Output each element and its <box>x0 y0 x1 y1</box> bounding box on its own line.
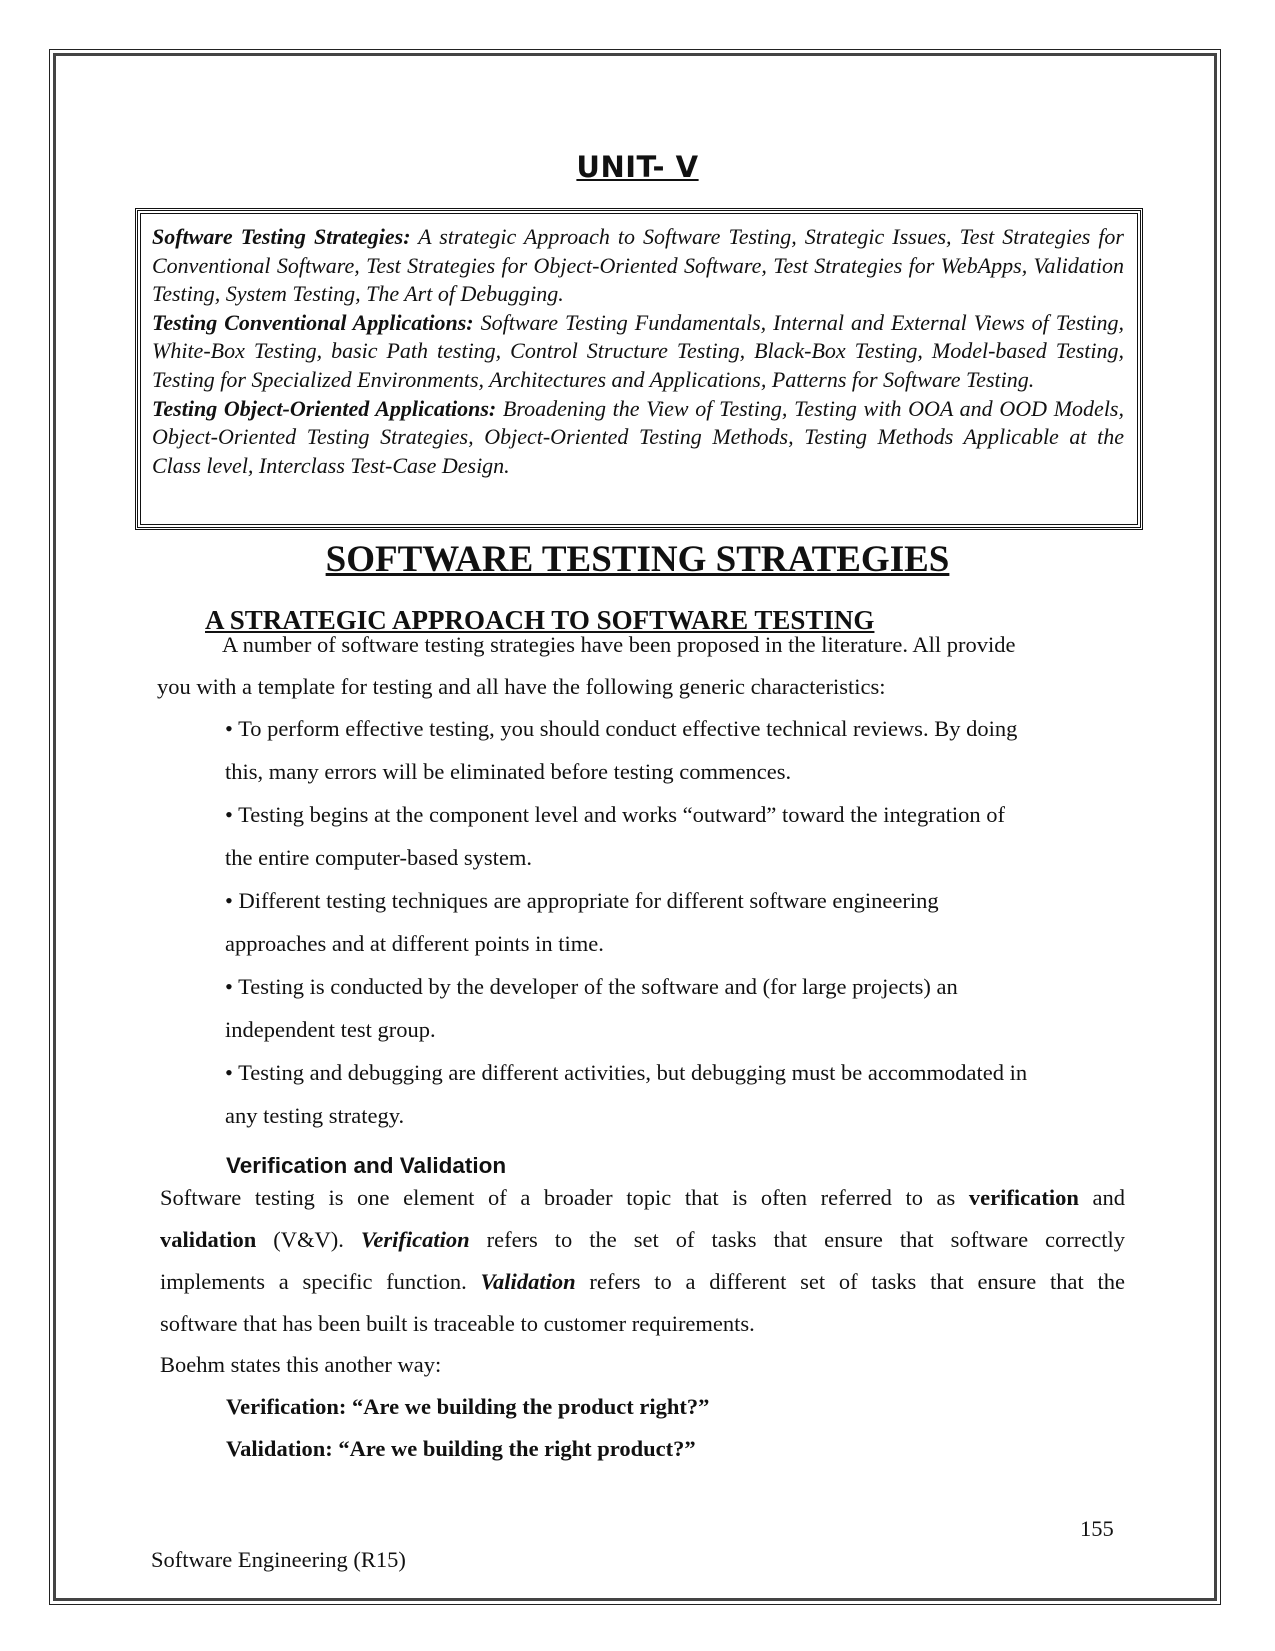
section-heading: A STRATEGIC APPROACH TO SOFTWARE TESTING <box>205 605 875 635</box>
bullet-line: any testing strategy. <box>225 1103 405 1128</box>
bullet-item <box>225 793 1125 879</box>
vv-line: software that has been built is traceable to customer requirements. <box>160 1311 755 1336</box>
syllabus-text: A strategic Approach to Software Testing, Strategic Issues, Test Strategies for Conventional Software, Test Strategies for Object-Oriented Software, Test Strategies for WebApps, Validation Testing, System Testing, The Art of Debugging. <box>152 224 1124 307</box>
syllabus-entry <box>152 309 1124 395</box>
quote-verification: Verification: “Are we building the product right?” <box>226 1394 710 1419</box>
text-run: implements a specific function. <box>160 1269 481 1294</box>
text-run: refers to a different set of tasks that ensure that the <box>575 1269 1125 1294</box>
syllabus-label: Testing Object-Oriented Applications: <box>152 395 497 421</box>
syllabus-entry <box>152 223 1124 309</box>
bullet-line: • Different testing techniques are appropriate for different software engineering <box>225 888 939 913</box>
syllabus-entry <box>152 395 1124 481</box>
syllabus-label: Testing Conventional Applications: <box>152 309 474 335</box>
page-number: 155 <box>1080 1516 1114 1541</box>
text-run: refers to the set of tasks that ensure that software correctly <box>469 1227 1125 1252</box>
term-verification-italic: Verification <box>360 1227 470 1252</box>
bullet-list <box>225 707 1125 1137</box>
intro-line: you with a template for testing and all have the following generic characteristics: <box>157 674 886 699</box>
vv-line <box>160 1227 1125 1253</box>
bullet-item <box>225 879 1125 965</box>
bullet-item <box>225 707 1125 793</box>
text-run: and <box>1078 1185 1125 1210</box>
syllabus-box <box>135 208 1143 530</box>
bullet-item <box>225 1051 1125 1137</box>
footer-text: Software Engineering (R15) <box>151 1547 406 1572</box>
term-validation-italic: Validation <box>480 1269 576 1294</box>
vv-line <box>160 1185 1125 1211</box>
bullet-line: • Testing and debugging are different activities, but debugging must be accommodated in <box>225 1060 1028 1085</box>
bullet-line: • To perform effective testing, you should conduct effective technical reviews. By doing <box>225 716 1018 741</box>
bullet-line: • Testing begins at the component level and works “outward” toward the integration of <box>225 802 1006 827</box>
bullet-line: approaches and at different points in time. <box>225 931 604 956</box>
boehm-line: Boehm states this another way: <box>160 1352 442 1377</box>
vv-heading: Verification and Validation <box>226 1153 507 1178</box>
intro-line: A number of software testing strategies have been proposed in the literature. All provide <box>222 632 1016 657</box>
syllabus-label: Software Testing Strategies: <box>152 224 411 249</box>
syllabus-text: Software Testing Fundamentals, Internal and External Views of Testing, White-Box Testing, basic Path testing, Control Structure Testing, Black-Box Testing, Model-based Testing, Testing for Specialized Environments, Architectures and Applications, Patterns for Software Testing. <box>152 309 1124 392</box>
bullet-line: independent test group. <box>225 1017 436 1042</box>
text-run: Software testing is one element of a broader topic that is often referred to as <box>160 1185 969 1210</box>
term-validation: validation <box>160 1227 257 1252</box>
bullet-line: the entire computer-based system. <box>225 845 532 870</box>
syllabus-text: Broadening the View of Testing, Testing with OOA and OOD Models, Object-Oriented Testing Strategies, Object-Oriented Testing Methods, Testing Methods Applicable at the Class level, Interclass Test-Case Design. <box>152 395 1124 478</box>
text-run: (V&V). <box>256 1227 361 1252</box>
vv-line <box>160 1269 1125 1295</box>
main-heading: SOFTWARE TESTING STRATEGIES <box>325 539 950 580</box>
term-verification: verification <box>968 1185 1079 1210</box>
quote-validation: Validation: “Are we building the right product?” <box>226 1436 696 1461</box>
bullet-line: • Testing is conducted by the developer of the software and (for large projects) an <box>225 974 958 999</box>
bullet-item <box>225 965 1125 1051</box>
unit-title: UNIT- V <box>576 150 699 184</box>
bullet-line: this, many errors will be eliminated before testing commences. <box>225 759 792 784</box>
